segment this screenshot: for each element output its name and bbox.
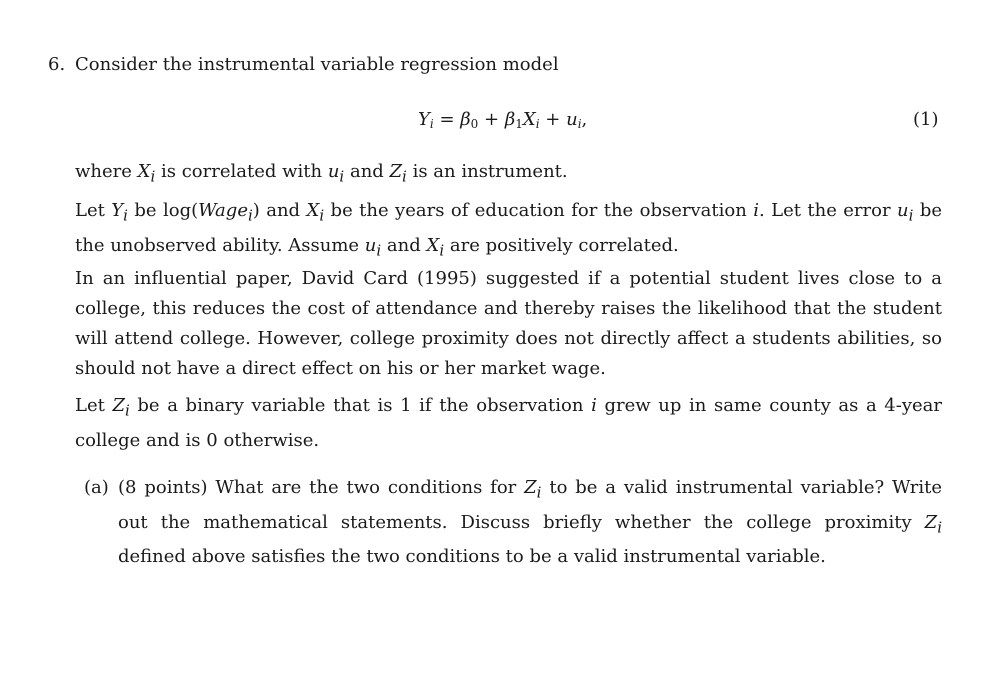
- paragraph-let-y: Let $Y_i$ be log(Wage$_i$) and $X_i$ be the years of education for the observation i. Let the error $u_i$ be the unobserved ability. Assume $u_i$ and $X_i$ are positively correlated.: [75, 200, 942, 260]
- paragraph-card-1995: In an influential paper, David Card (1995) suggested if a potential student lives close to a college, this reduces the cost of attendance and thereby raises the likelihood that the student will attend college. However, college proximity does not directly affect a students abilities, so should not have a direct effect on his or her market wage.: [75, 268, 942, 379]
- equation-1: [0, 106, 1004, 134]
- paragraph-let-z: Let $Z_i$ be a binary variable that is 1 if the observation i grew up in same county as a 4-year college and is 0 otherwise.: [75, 395, 942, 451]
- regression-equation: $Y_i = \beta_0 + \beta_1X_i + u_i$,: [418, 109, 588, 131]
- question-intro: Consider the instrumental variable regression model: [75, 54, 559, 75]
- paragraph-where: where $X_i$ is correlated with $u_i$ and $Z_i$ is an instrument.: [75, 161, 568, 186]
- part-a-label: (a): [84, 477, 109, 498]
- equation-number: (1): [913, 109, 939, 130]
- question-number: 6.: [48, 54, 66, 75]
- part-a-text: (8 points) What are the two conditions for $Z_i$ to be a valid instrumental variable? Write out the mathematical statements. Discuss briefly whether the college proximity $Z_i$ defined above satisfies the two conditions to be a valid instrumental variable.: [118, 477, 942, 568]
